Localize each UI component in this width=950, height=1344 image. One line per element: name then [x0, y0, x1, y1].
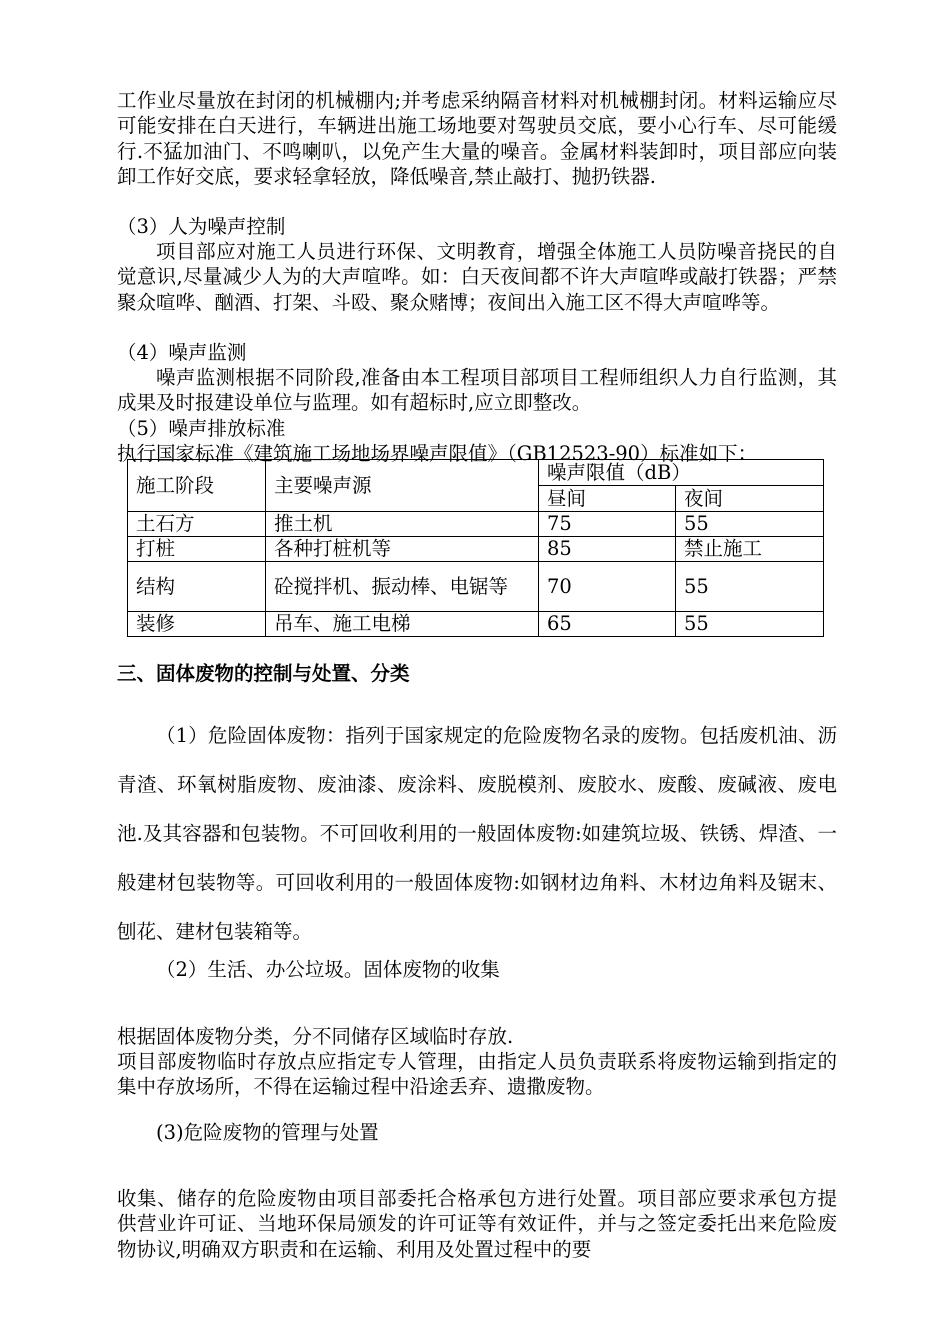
paragraph-waste-classification: 根据固体废物分类，分不同储存区域临时存放.	[117, 1025, 514, 1048]
subheading-human-noise: （3）人为噪声控制	[117, 215, 286, 238]
table-row	[128, 612, 824, 637]
paragraph-noise-standard: 执行国家标准《建筑施工场地场界噪声限值》（GB12523-90）标准如下：	[117, 442, 758, 465]
paragraph-human-noise: 项目部应对施工人员进行环保、文明教育，增强全体施工人员防噪音挠民的自觉意识,尽量减少人为的大声喧哗。如：白天夜间都不许大声喧哗或敲打铁器；严禁聚众喧哗、酗酒、打架、斗殴、聚众赌博；夜间出入施工区不得大声喧哗等。	[117, 240, 837, 314]
paragraph-hazardous-waste: （1）危险固体废物：指列于国家规定的危险废物名录的废物。包括废机油、沥青渣、环氧树脂废物、废油漆、废涂料、废脱模剂、废胶水、废酸、废碱液、废电池.及其容器和包装物。不可回收利用的一般固体废物:如建筑垃圾、铁锈、焊渣、一般建材包装物等。可回收利用的一般固体废物:如钢材边角料、木材边角料及锯末、刨花、建材包装箱等。	[117, 724, 837, 943]
table-header-source: 主要噪声源	[266, 460, 539, 512]
table-cell-stage: 结构	[128, 562, 266, 612]
table-cell-stage: 装修	[128, 612, 266, 637]
subheading-noise-standard: （5）噪声排放标准	[117, 417, 286, 440]
table-cell-source: 砼搅拌机、振动棒、电锯等	[266, 562, 539, 612]
paragraph-noise-monitoring: 噪声监测根据不同阶段,准备由本工程项目部项目工程师组织人力自行监测，其成果及时报建设单位与监理。如有超标时,应立即整改。	[117, 366, 837, 415]
table-row	[128, 562, 824, 612]
table-header-night: 夜间	[676, 486, 824, 512]
table-header-stage: 施工阶段	[128, 460, 266, 512]
table-cell-night: 55	[676, 612, 824, 637]
noise-limit-table	[127, 459, 824, 637]
table-cell-source: 各种打桩机等	[266, 537, 539, 562]
paragraph-machinery-noise: 工作业尽量放在封闭的机械棚内;并考虑采纳隔音材料对机械棚封闭。材料运输应尽可能安排在白天进行，车辆进出施工场地要对驾驶员交底，要小心行车、尽可能缓行.不猛加油门、不鸣喇叭，以免产生大量的噪音。金属材料装卸时，项目部应向装卸工作好交底，要求轻拿轻放，降低噪音,禁止敲打、抛扔铁器.	[117, 89, 837, 189]
subheading-hazardous-management: (3)危险废物的管理与处置	[156, 1121, 379, 1144]
table-cell-day: 65	[539, 612, 676, 637]
table-cell-night: 55	[676, 512, 824, 537]
table-row	[128, 537, 824, 562]
table-cell-night: 55	[676, 562, 824, 612]
section-title: 三、固体废物的控制与处置、分类	[117, 662, 410, 685]
table-row	[128, 512, 824, 537]
table-cell-stage: 打桩	[128, 537, 266, 562]
table-cell-stage: 土石方	[128, 512, 266, 537]
table-cell-source: 吊车、施工电梯	[266, 612, 539, 637]
subheading-noise-monitoring: （4）噪声监测	[117, 341, 247, 364]
subheading-domestic-waste: （2）生活、办公垃圾。固体废物的收集	[156, 958, 500, 981]
table-header-limit: 噪声限值（dB）	[539, 460, 824, 486]
table-cell-day: 85	[539, 537, 676, 562]
table-cell-day: 70	[539, 562, 676, 612]
table-cell-night: 禁止施工	[676, 537, 824, 562]
table-cell-source: 推土机	[266, 512, 539, 537]
table-header-day: 昼间	[539, 486, 676, 512]
table-cell-day: 75	[539, 512, 676, 537]
paragraph-waste-storage: 项目部废物临时存放点应指定专人管理，由指定人员负责联系将废物运输到指定的集中存放场所，不得在运输过程中沿途丢弃、遗撒废物。	[117, 1050, 837, 1099]
paragraph-hazardous-management: 收集、储存的危险废物由项目部委托合格承包方进行处置。项目部应要求承包方提供营业许可证、当地环保局颁发的许可证等有效证件，并与之签定委托出来危险废物协议,明确双方职责和在运输、利用及处置过程中的要	[117, 1187, 837, 1261]
